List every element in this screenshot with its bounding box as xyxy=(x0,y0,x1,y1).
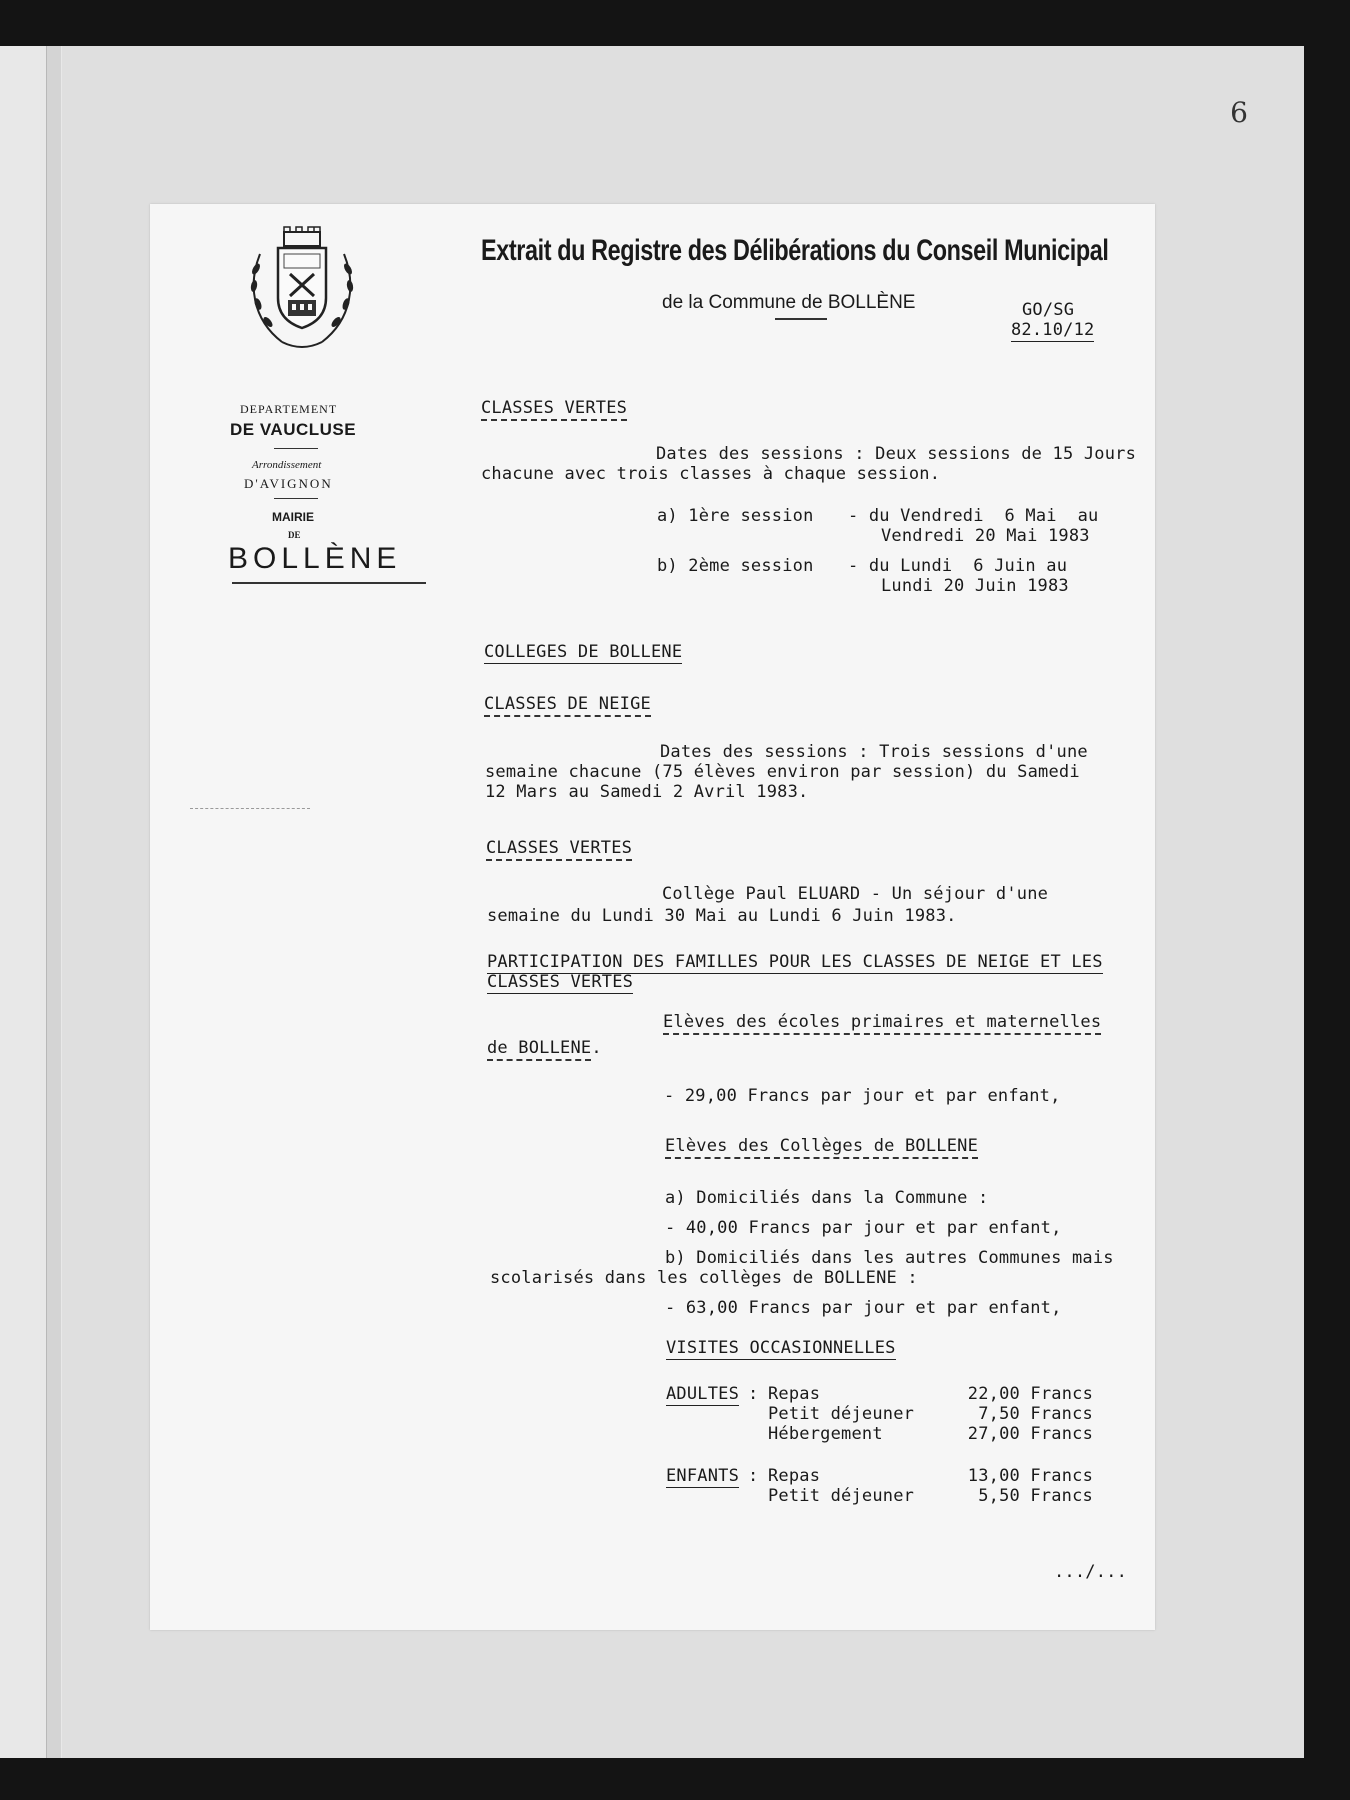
document-subtitle: de la Commune de BOLLÈNE xyxy=(662,292,916,313)
visites-heading: VISITES OCCASIONNELLES xyxy=(666,1338,896,1358)
enfants-price-petit-dejeuner: 5,50 Francs xyxy=(978,1486,1093,1506)
vertes-line-1: Collège Paul ELUARD - Un séjour d'une xyxy=(662,884,1049,904)
enfants-label: ENFANTS xyxy=(666,1466,740,1486)
session-b-dates-2: Lundi 20 Juin 1983 xyxy=(881,576,1069,596)
colleges-eleves-heading: Elèves des Collèges de BOLLENE xyxy=(665,1136,978,1159)
primaires-line-2 xyxy=(487,1038,602,1058)
subheading-classes-de-neige: CLASSES DE NEIGE xyxy=(484,694,651,717)
letterhead-divider-1 xyxy=(274,448,318,449)
municipal-crest-icon xyxy=(242,224,362,354)
session-b-label: b) 2ème session xyxy=(657,556,814,576)
colleges-b-domicilies-2: scolarisés dans les collèges de BOLLENE : xyxy=(490,1268,918,1288)
session-a-dates-1: - du Vendredi 6 Mai au xyxy=(848,506,1099,526)
adultes-price-petit-dejeuner: 7,50 Francs xyxy=(978,1404,1093,1424)
letterhead-avignon: D'AVIGNON xyxy=(244,476,333,491)
enfants-colon: : xyxy=(748,1466,759,1486)
participation-heading-line-1: PARTICIPATION DES FAMILLES POUR LES CLASSES DE NEIGE ET LES xyxy=(487,952,1103,972)
section-heading-classes-vertes: CLASSES VERTES xyxy=(481,398,627,421)
primaires-bollene: de BOLLENE xyxy=(487,1038,591,1061)
tarif-primaires: - 29,00 Francs par jour et par enfant, xyxy=(664,1086,1061,1106)
reference-line-1: GO/SG xyxy=(1022,300,1075,320)
adultes-item-repas: Repas xyxy=(768,1384,821,1404)
enfants-item-repas: Repas xyxy=(768,1466,821,1486)
neige-line-3: 12 Mars au Samedi 2 Avril 1983. xyxy=(485,782,809,802)
vertes-line-2: semaine du Lundi 30 Mai au Lundi 6 Juin 1983. xyxy=(487,906,957,926)
colleges-a-domicilies: a) Domiciliés dans la Commune : xyxy=(665,1188,989,1208)
adultes-item-petit-dejeuner: Petit déjeuner xyxy=(768,1404,915,1424)
enfants-price-repas: 13,00 Francs xyxy=(967,1466,1093,1486)
tarif-a: - 40,00 Francs par jour et par enfant, xyxy=(665,1218,1062,1238)
margin-stamp-mark-1 xyxy=(190,808,310,810)
section1-intro-line-2: chacune avec trois classes à chaque session. xyxy=(481,464,941,484)
primaires-dot: . xyxy=(591,1038,602,1058)
page-number: 6 xyxy=(1230,96,1248,129)
adultes-price-repas: 22,00 Francs xyxy=(967,1384,1093,1404)
session-b-dates-1: - du Lundi 6 Juin au xyxy=(848,556,1068,576)
letterhead-divider-2 xyxy=(274,498,318,499)
participation-heading-line-2: CLASSES VERTES xyxy=(487,972,634,992)
colleges-b-domicilies-1: b) Domiciliés dans les autres Communes mais xyxy=(665,1248,1114,1268)
primaires-heading: Elèves des écoles primaires et maternelles xyxy=(663,1012,1101,1035)
adultes-item-hebergement: Hébergement xyxy=(768,1424,883,1444)
neige-line-2: semaine chacune (75 élèves environ par session) du Samedi xyxy=(485,762,1080,782)
session-a-dates-2: Vendredi 20 Mai 1983 xyxy=(881,526,1090,546)
subtitle-ornament xyxy=(775,318,827,320)
adultes-colon: : xyxy=(748,1384,759,1404)
adultes-label: ADULTES xyxy=(666,1384,740,1404)
reference-line-2: 82.10/12 xyxy=(1011,320,1095,340)
letterhead-vaucluse: DE VAUCLUSE xyxy=(230,420,357,439)
document-sheet xyxy=(150,204,1155,1630)
section1-intro-line-1: Dates des sessions : Deux sessions de 15 Jours xyxy=(656,444,1137,464)
section-heading-colleges: COLLEGES DE BOLLENE xyxy=(484,642,683,662)
letterhead-de: DE xyxy=(288,530,301,540)
continuation-marker: .../... xyxy=(1054,1562,1128,1582)
neige-line-1: Dates des sessions : Trois sessions d'une xyxy=(660,742,1088,762)
letterhead-arrondissement: Arrondissement xyxy=(252,459,322,471)
enfants-item-petit-dejeuner: Petit déjeuner xyxy=(768,1486,915,1506)
letterhead-mairie: MAIRIE xyxy=(272,510,314,524)
session-a-label: a) 1ère session xyxy=(657,506,814,526)
adultes-price-hebergement: 27,00 Francs xyxy=(967,1424,1093,1444)
tarif-b: - 63,00 Francs par jour et par enfant, xyxy=(665,1298,1062,1318)
book-binding xyxy=(0,46,63,1758)
letterhead-departement: DEPARTEMENT xyxy=(240,402,338,416)
letterhead-bollene: BOLLÈNE xyxy=(228,542,402,575)
subheading-classes-vertes: CLASSES VERTES xyxy=(486,838,632,861)
document-title: Extrait du Registre des Délibérations du Conseil Municipal xyxy=(481,234,1109,267)
letterhead-underline xyxy=(232,582,426,584)
